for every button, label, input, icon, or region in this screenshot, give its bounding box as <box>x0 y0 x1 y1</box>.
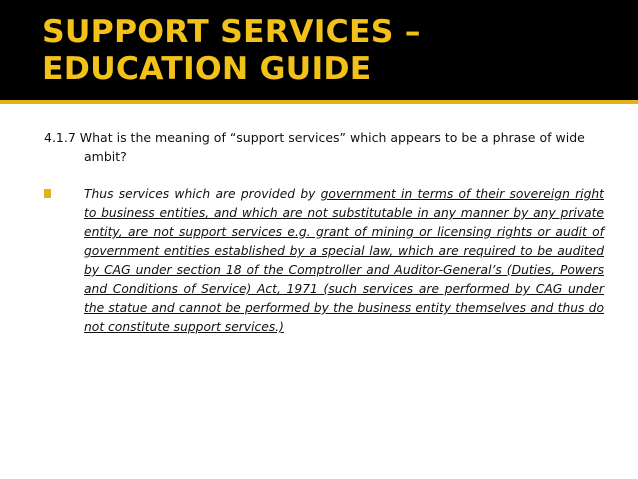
answer-intro: Thus services which are provided by <box>84 187 321 201</box>
slide-title: SUPPORT SERVICES – EDUCATION GUIDE <box>42 14 421 87</box>
answer-text <box>84 185 604 337</box>
bullet-item <box>44 185 604 337</box>
title-bar <box>0 0 638 100</box>
square-bullet-icon <box>44 189 51 198</box>
slide-content <box>44 128 604 337</box>
title-underline <box>0 100 638 104</box>
question-heading: 4.1.7 What is the meaning of “support services” which appears to be a phrase of wide ambit? <box>44 130 585 164</box>
answer-underlined: government in terms of their sovereign right to business entities, and which are not substitutable in any manner by any private entity, are not support services e.g. grant of mining or licensing rights or audit of government entities established by a special law, which are required to be audited by CAG under section 18 of the Comptroller and Auditor-General’s (Duties, Powers and Conditions of Service) Act, 1971 (such services are performed by CAG under the statue and cannot be performed by the business entity themselves and thus do not constitute support services.) <box>84 187 604 334</box>
